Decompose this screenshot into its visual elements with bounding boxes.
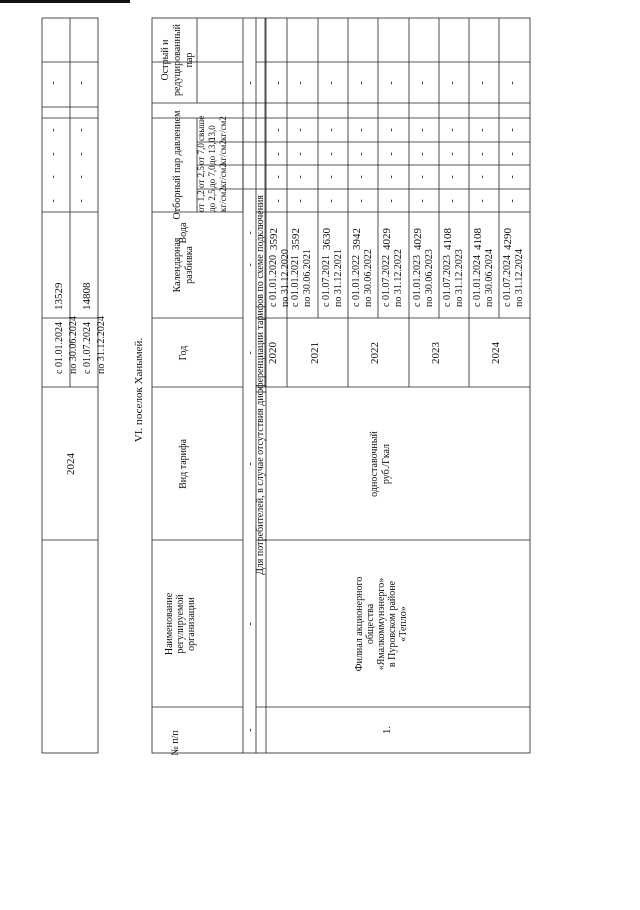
dash-cell: - xyxy=(386,81,397,85)
dash-cell: - xyxy=(295,81,306,85)
dash-cell: - xyxy=(295,175,306,179)
dash-cell: - xyxy=(447,175,458,179)
dash-cell: - xyxy=(507,152,518,156)
pressure-header-1: от 1,2 xyxy=(196,190,206,212)
continuation-period-1-end: по 30.06.2024 xyxy=(68,316,79,374)
dash-cell: - xyxy=(326,199,337,203)
calendar-end: по 30.06.2024 xyxy=(484,249,495,307)
svg-text:общества: общества xyxy=(365,603,376,645)
continuation-table xyxy=(42,18,107,753)
dash-cell: - xyxy=(273,175,284,179)
dash-cell: - xyxy=(245,81,256,85)
data-rows xyxy=(268,228,525,308)
dash-cell: - xyxy=(356,175,367,179)
water-value: 4290 xyxy=(502,228,514,250)
year-cell: 2021 xyxy=(309,342,321,364)
calendar-end: по 30.06.2021 xyxy=(302,249,313,307)
svg-text:редуцированный: редуцированный xyxy=(172,24,183,96)
dash-cell: - xyxy=(507,199,518,203)
svg-text:руб./Гкал: руб./Гкал xyxy=(381,443,392,485)
dash-cell: - xyxy=(477,152,488,156)
header-water: Вода xyxy=(178,222,189,244)
calendar-start: с 01.01.2021 xyxy=(290,255,301,307)
calendar-start: с 01.07.2021 xyxy=(321,255,332,307)
svg-text:«Ямалкоммунэнерго»: «Ямалкоммунэнерго» xyxy=(376,577,387,671)
water-value: 3592 xyxy=(268,228,280,250)
dash-cell: - xyxy=(76,199,87,203)
dash-cell: - xyxy=(417,128,428,132)
dash-cell: - xyxy=(76,152,87,156)
header-year: Год xyxy=(178,345,189,361)
dash-cell: - xyxy=(356,199,367,203)
dash-cell: - xyxy=(477,128,488,132)
dash-cell: - xyxy=(507,81,518,85)
header-tariff: Вид тарифа xyxy=(178,439,189,489)
calendar-start: с 01.01.2023 xyxy=(412,255,423,307)
water-value: 4029 xyxy=(412,228,424,250)
dash-cell: - xyxy=(386,128,397,132)
continuation-dashes xyxy=(48,81,87,202)
dash-cell: - xyxy=(417,199,428,203)
dash-cell: - xyxy=(76,81,87,85)
dash-cell: - xyxy=(477,199,488,203)
year-cell: 2020 xyxy=(267,342,279,364)
dash-cell: - xyxy=(245,263,256,267)
dash-cell: - xyxy=(477,175,488,179)
calendar-end: по 31.12.2024 xyxy=(514,249,525,307)
svg-text:«Тепло»: «Тепло» xyxy=(398,606,409,642)
pressure-header-3: до 13,0 xyxy=(207,137,217,165)
pressure-header-4: кг/см2 xyxy=(218,116,228,141)
org-name xyxy=(354,577,409,672)
dash-cell: - xyxy=(245,622,256,626)
note-row: Для потребителей, в случае отсутствия дифференциации тарифов по схеме подключения xyxy=(255,194,266,576)
water-value: 4108 xyxy=(442,228,454,250)
dash-cell: - xyxy=(326,128,337,132)
dash-cell: - xyxy=(48,128,59,132)
continuation-year: 2024 xyxy=(65,453,77,475)
dash-cell: - xyxy=(295,128,306,132)
pressure-subheaders xyxy=(196,116,228,212)
calendar-end: по 31.12.2023 xyxy=(454,249,465,307)
scan-edge-mark xyxy=(0,0,130,3)
dash-cell: - xyxy=(477,81,488,85)
dash-cell: - xyxy=(447,152,458,156)
svg-text:Острый и: Острый и xyxy=(160,39,171,81)
dash-cell: - xyxy=(507,128,518,132)
continuation-water-1: 13529 xyxy=(53,282,65,310)
pressure-header-2: до 7,0 xyxy=(207,165,217,188)
dash-cell: - xyxy=(417,152,428,156)
dash-cell: - xyxy=(48,81,59,85)
row-num: 1. xyxy=(381,725,393,735)
pressure-header-3: кг/см2 xyxy=(218,140,228,165)
dash-cell: - xyxy=(295,199,306,203)
svg-text:Наименование: Наименование xyxy=(164,592,175,656)
dash-cell: - xyxy=(417,175,428,179)
tariff-table xyxy=(152,18,530,756)
header-num: № п/п xyxy=(170,730,181,756)
section-title: VI. поселок Ханымей. xyxy=(133,337,145,443)
water-value: 4108 xyxy=(472,228,484,250)
dash-cell: - xyxy=(447,81,458,85)
year-cell: 2023 xyxy=(430,342,442,364)
year-cell: 2022 xyxy=(369,342,381,364)
dash-cell: - xyxy=(273,152,284,156)
dash-cell: - xyxy=(76,128,87,132)
tariff-type xyxy=(369,431,392,497)
pressure-header-2: кг/см2 xyxy=(218,163,228,188)
continuation-period-2-start: с 01.07.2024 xyxy=(82,322,93,374)
header-calendar xyxy=(172,237,195,292)
svg-text:в Пуровском районе: в Пуровском районе xyxy=(387,580,398,668)
dash-cell: - xyxy=(507,175,518,179)
pressure-header-4: свыше xyxy=(196,115,206,141)
dash-cell: - xyxy=(386,175,397,179)
water-value: 3592 xyxy=(290,228,302,250)
dash-cell: - xyxy=(48,199,59,203)
dash-cell: - xyxy=(245,462,256,466)
calendar-start: с 01.01.2024 xyxy=(472,255,483,307)
dash-cell: - xyxy=(273,81,284,85)
dash-cell: - xyxy=(326,81,337,85)
calendar-start: с 01.01.2020 xyxy=(268,255,279,307)
year-cells xyxy=(267,342,502,365)
calendar-end: по 31.12.2020 xyxy=(280,249,291,307)
header-sharp-steam xyxy=(160,23,195,96)
dash-cell: - xyxy=(447,199,458,203)
svg-text:разбивка: разбивка xyxy=(184,246,195,284)
pressure-header-4: 13,0 xyxy=(207,125,217,141)
dash-cell: - xyxy=(245,728,256,732)
pressure-header-1: кг/см2 xyxy=(218,187,228,212)
rotated-table xyxy=(42,18,530,756)
calendar-start: с 01.01.2022 xyxy=(351,255,362,307)
water-value: 3942 xyxy=(351,228,363,250)
calendar-end: по 30.06.2023 xyxy=(424,249,435,307)
pressure-header-2: от 2,5 xyxy=(196,166,206,188)
dash-cell: - xyxy=(295,152,306,156)
water-value: 3630 xyxy=(321,228,333,250)
dash-cell: - xyxy=(356,152,367,156)
dash-cell: - xyxy=(273,128,284,132)
header-org xyxy=(164,592,197,655)
dash-cell: - xyxy=(48,175,59,179)
year-cell: 2024 xyxy=(490,342,502,364)
pressure-header-1: до 2,5 xyxy=(207,189,217,212)
dash-cell: - xyxy=(273,199,284,203)
calendar-end: по 30.06.2022 xyxy=(363,249,374,307)
svg-text:пар: пар xyxy=(184,52,195,68)
continuation-water-2: 14808 xyxy=(81,282,93,310)
svg-text:Филиал акционерного: Филиал акционерного xyxy=(354,576,365,672)
svg-text:одноставочный: одноставочный xyxy=(369,431,380,497)
continuation-period-2-end: по 31.12.2024 xyxy=(96,316,107,374)
header-steam: Отборный пар давлением xyxy=(172,110,183,220)
pressure-header-3: от 7,0 xyxy=(196,143,206,165)
dash-cell: - xyxy=(356,81,367,85)
dash-cell: - xyxy=(447,128,458,132)
calendar-start: с 01.07.2022 xyxy=(381,255,392,307)
dash-cell: - xyxy=(386,199,397,203)
svg-text:Календарная: Календарная xyxy=(172,237,183,293)
svg-text:организации: организации xyxy=(186,597,197,651)
calendar-end: по 31.12.2022 xyxy=(393,249,404,307)
calendar-end: по 31.12.2021 xyxy=(333,249,344,307)
svg-text:регулируемой: регулируемой xyxy=(175,594,186,654)
continuation-period-1-start: с 01.01.2024 xyxy=(54,322,65,374)
table-header xyxy=(160,23,197,755)
dash-cell: - xyxy=(326,175,337,179)
dash-cell: - xyxy=(417,81,428,85)
dash-cell: - xyxy=(356,128,367,132)
dash-cell: - xyxy=(76,175,87,179)
dash-cell: - xyxy=(245,231,256,235)
dash-cell: - xyxy=(326,152,337,156)
dash-cell: - xyxy=(245,351,256,355)
dash-cell: - xyxy=(386,152,397,156)
calendar-start: с 01.07.2024 xyxy=(502,255,513,307)
water-value: 4029 xyxy=(381,228,393,250)
calendar-start: с 01.07.2023 xyxy=(442,255,453,307)
dash-cell: - xyxy=(48,152,59,156)
